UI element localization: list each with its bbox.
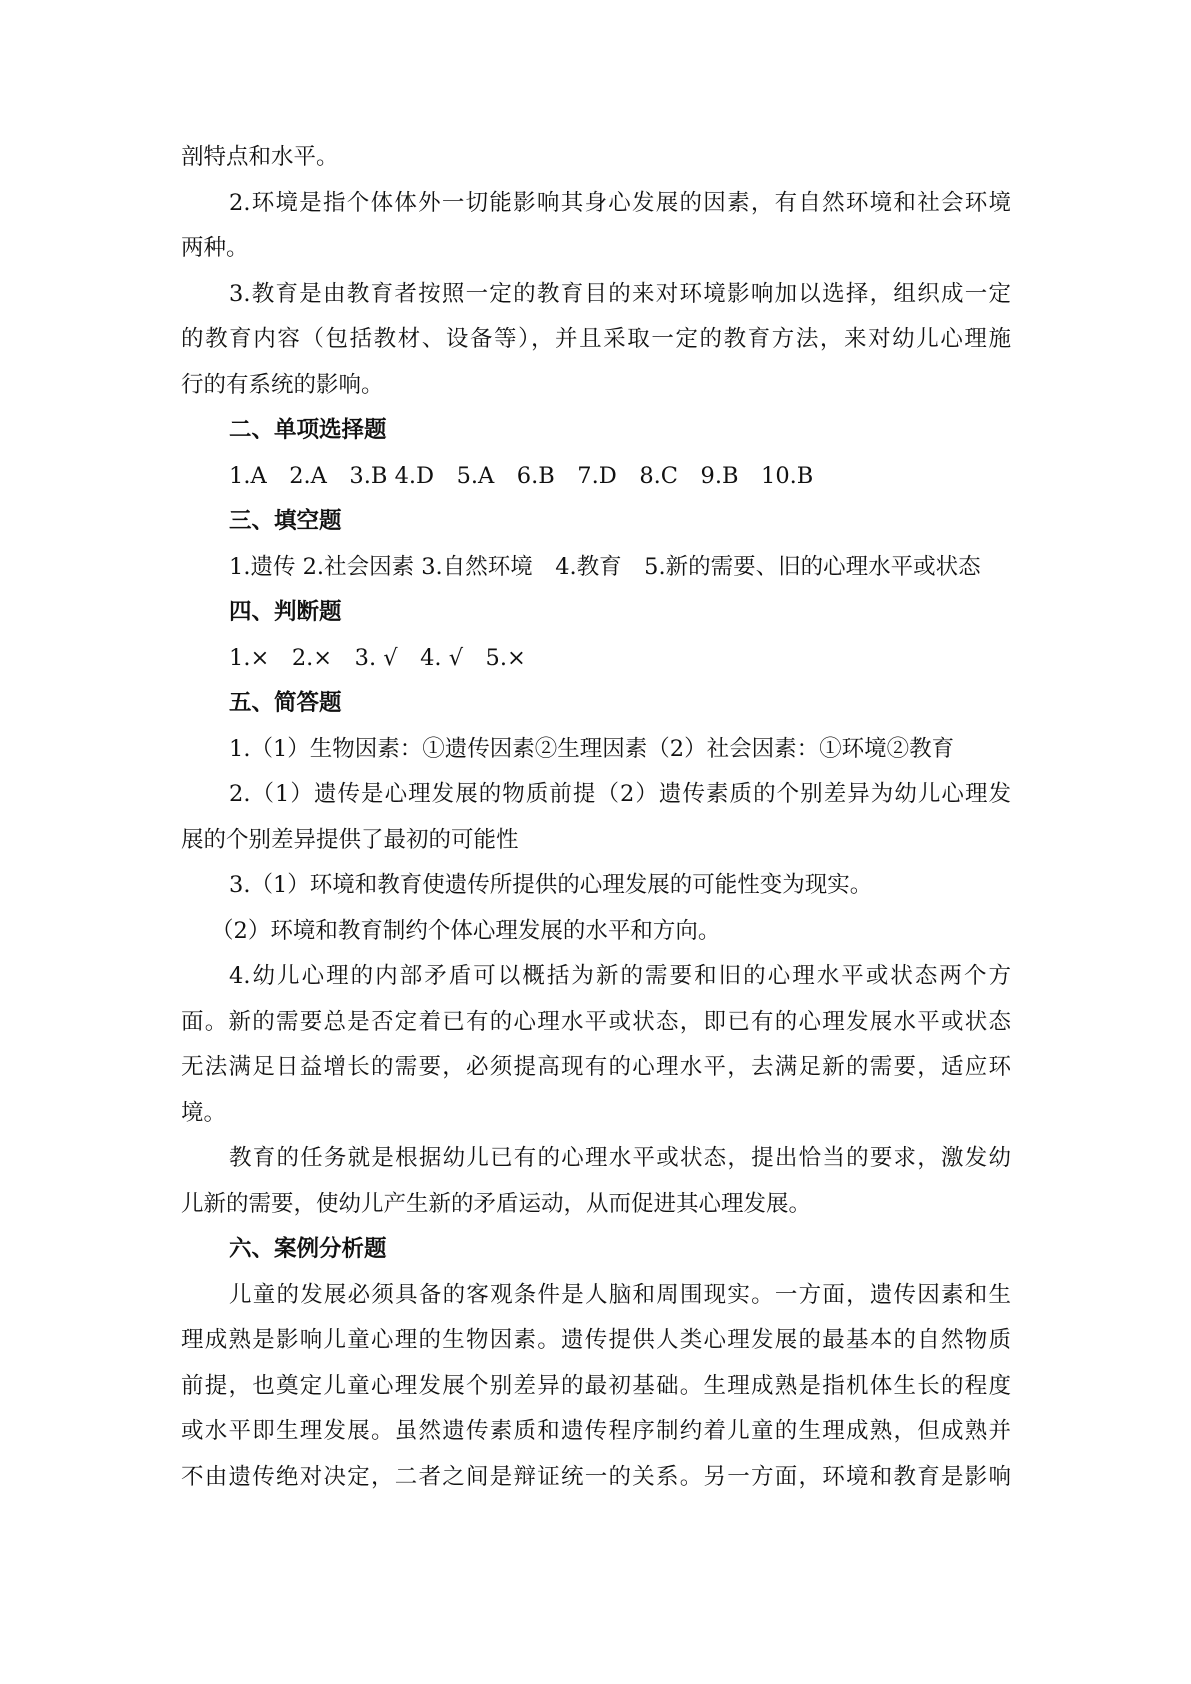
text-line: 前提，也奠定儿童心理发展个别差异的最初基础。生理成熟是指机体生长的程度 (181, 1372, 1011, 1399)
section-heading: 五、简答题 (229, 690, 342, 716)
text-line: 2.（1）遗传是心理发展的物质前提（2）遗传素质的个别差异为幼儿心理发 (229, 781, 1011, 807)
text-line: 3.教育是由教育者按照一定的教育目的来对环境影响加以选择，组织成一定 (229, 280, 1011, 307)
text-line: 剖特点和水平。 (181, 144, 339, 170)
section-heading: 四、判断题 (229, 599, 342, 625)
text-line: 两种。 (181, 235, 249, 261)
text-line: 1.× 2.× 3. √ 4. √ 5.× (229, 644, 526, 671)
text-line: 境。 (181, 1099, 227, 1126)
text-line: 儿童的发展必须具备的客观条件是人脑和周围现实。一方面，遗传因素和生 (229, 1281, 1011, 1308)
text-line: 展的个别差异提供了最初的可能性 (181, 826, 519, 853)
text-line: 的教育内容（包括教材、设备等），并且采取一定的教育方法，来对幼儿心理施 (181, 326, 1011, 352)
text-line: 或水平即生理发展。虽然遗传素质和遗传程序制约着儿童的生理成熟，但成熟并 (181, 1418, 1011, 1444)
text-line: 3.（1）环境和教育使遗传所提供的心理发展的可能性变为现实。 (229, 872, 873, 898)
text-line: 1.A 2.A 3.B 4.D 5.A 6.B 7.D 8.C 9.B 10.B (229, 462, 814, 489)
document-body (181, 135, 1011, 1500)
text-line: 儿新的需要，使幼儿产生新的矛盾运动，从而促进其心理发展。 (181, 1190, 812, 1217)
text-line: 理成熟是影响儿童心理的生物因素。遗传提供人类心理发展的最基本的自然物质 (181, 1327, 1011, 1353)
text-line: 无法满足日益增长的需要，必须提高现有的心理水平，去满足新的需要，适应环 (181, 1054, 1011, 1080)
section-heading: 二、单项选择题 (229, 417, 387, 443)
section-heading: 三、填空题 (229, 508, 342, 534)
text-line: 面。新的需要总是否定着已有的心理水平或状态，即已有的心理发展水平或状态 (181, 1008, 1011, 1035)
section-heading: 六、案例分析题 (229, 1236, 387, 1262)
text-line: 教育的任务就是根据幼儿已有的心理水平或状态，提出恰当的要求，激发幼 (229, 1145, 1011, 1171)
text-line: 2.环境是指个体体外一切能影响其身心发展的因素，有自然环境和社会环境 (229, 189, 1011, 216)
text-line: 1.（1）生物因素：①遗传因素②生理因素（2）社会因素：①环境②教育 (229, 735, 955, 762)
text-line: 不由遗传绝对决定，二者之间是辩证统一的关系。另一方面，环境和教育是影响 (181, 1463, 1011, 1490)
text-line: 行的有系统的影响。 (181, 371, 384, 398)
text-line: 4.幼儿心理的内部矛盾可以概括为新的需要和旧的心理水平或状态两个方 (229, 963, 1011, 989)
text-line: 1.遗传 2.社会因素 3.自然环境 4.教育 5.新的需要、旧的心理水平或状态 (229, 553, 981, 580)
text-line: （2）环境和教育制约个体心理发展的水平和方向。 (211, 917, 721, 944)
